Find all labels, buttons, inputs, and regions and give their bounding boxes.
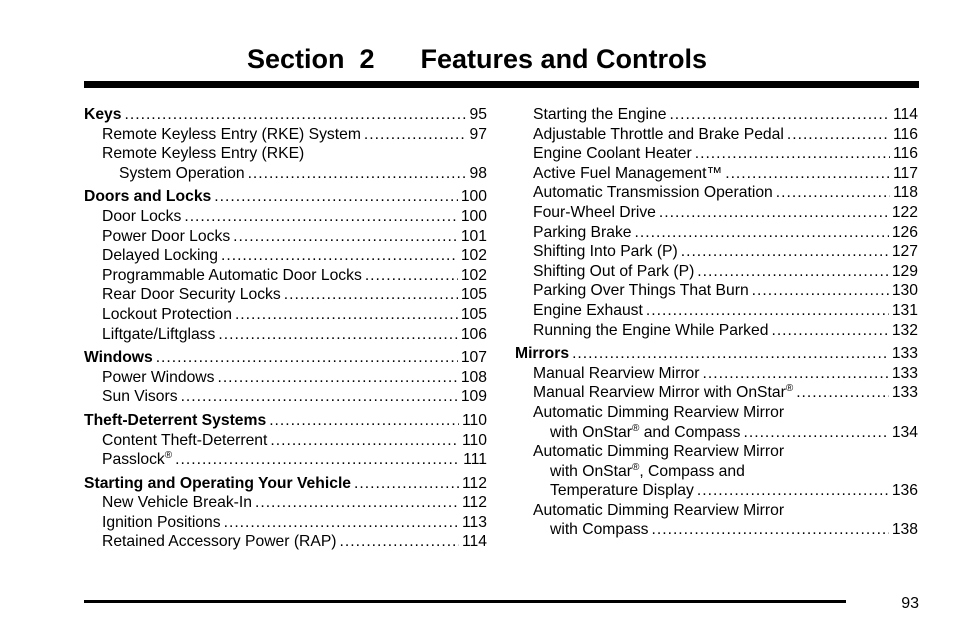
entry-page: 114 bbox=[892, 106, 918, 123]
toc-entry-auto-dim-temp[interactable] bbox=[515, 481, 918, 501]
entry-page: 114 bbox=[461, 533, 487, 551]
entry-page: 112 bbox=[461, 474, 487, 492]
toc-entry-rke-operation[interactable] bbox=[84, 164, 487, 184]
toc-entry-ignition-positions[interactable] bbox=[84, 513, 487, 533]
entry-title: Remote Keyless Entry (RKE) System bbox=[102, 125, 361, 143]
toc-entry-lockout-protection[interactable] bbox=[84, 305, 487, 325]
entry-title: Automatic Transmission Operation bbox=[533, 184, 773, 202]
entry-page: 102 bbox=[460, 266, 487, 284]
entry-title: New Vehicle Break-In bbox=[102, 494, 252, 512]
entry-page: 117 bbox=[892, 164, 918, 182]
entry-page: 107 bbox=[460, 349, 487, 367]
toc-entry-door-locks[interactable] bbox=[84, 207, 487, 227]
entry-title: Manual Rearview Mirror bbox=[533, 364, 700, 382]
entry-title: Active Fuel Management™ bbox=[533, 164, 723, 182]
toc-group-doors-locks bbox=[84, 187, 487, 344]
entry-title: Starting and Operating Your Vehicle bbox=[84, 474, 352, 492]
toc-entry-coolant-heater[interactable] bbox=[515, 144, 918, 164]
entry-page: 95 bbox=[469, 106, 487, 123]
toc-entry-keys[interactable] bbox=[84, 105, 487, 125]
toc-entry-break-in[interactable] bbox=[84, 493, 487, 513]
entry-title: with Compass bbox=[550, 521, 649, 539]
toc-group-starting bbox=[84, 474, 487, 552]
entry-page: 97 bbox=[469, 125, 487, 143]
toc-entry-throttle-brake[interactable] bbox=[515, 125, 918, 145]
entry-title: Adjustable Throttle and Brake Pedal bbox=[533, 125, 784, 143]
entry-title: Four-Wheel Drive bbox=[533, 203, 656, 221]
entry-title: Windows bbox=[84, 349, 153, 367]
toc-entry-starting-operating[interactable] bbox=[84, 474, 487, 494]
entry-page: 133 bbox=[891, 345, 918, 363]
toc-entry-content-theft[interactable] bbox=[84, 431, 487, 451]
toc-entry-manual-mirror-onstar[interactable] bbox=[515, 383, 918, 403]
entry-title: Temperature Display bbox=[550, 482, 694, 500]
entry-title: Engine Exhaust bbox=[533, 301, 643, 319]
entry-page: 110 bbox=[461, 431, 487, 449]
entry-page: 116 bbox=[892, 145, 918, 163]
toc-entry-afm[interactable] bbox=[515, 164, 918, 184]
toc-entry-rap[interactable] bbox=[84, 532, 487, 552]
toc-entry-shift-out-of-park[interactable] bbox=[515, 262, 918, 282]
entry-title: Doors and Locks bbox=[84, 188, 212, 206]
registered-mark: ® bbox=[631, 422, 640, 434]
section-header bbox=[0, 41, 954, 77]
toc-entry-auto-dim-compass[interactable] bbox=[515, 423, 918, 443]
entry-title bbox=[533, 383, 793, 403]
entry-title: Automatic Dimming Rearview Mirror bbox=[533, 501, 785, 519]
entry-title bbox=[102, 450, 172, 470]
entry-page: 129 bbox=[891, 262, 918, 280]
entry-title-text: with OnStar bbox=[550, 423, 632, 441]
toc-right-column bbox=[515, 105, 918, 540]
entry-page: 112 bbox=[461, 494, 487, 512]
toc-entry-parking-over-burn[interactable] bbox=[515, 281, 918, 301]
entry-page: 138 bbox=[891, 521, 918, 539]
toc-entry-mirrors[interactable] bbox=[515, 344, 918, 364]
entry-title: Rear Door Security Locks bbox=[102, 286, 281, 304]
entry-title: Automatic Dimming Rearview Mirror bbox=[533, 443, 785, 461]
toc-entry-auto-dim-temp-line1 bbox=[515, 442, 918, 462]
entry-page: 126 bbox=[891, 223, 918, 241]
toc-group-starting-continued bbox=[515, 105, 918, 340]
entry-page: 133 bbox=[891, 384, 918, 402]
entry-page: 122 bbox=[891, 203, 918, 221]
toc-entry-doors-and-locks[interactable] bbox=[84, 187, 487, 207]
entry-page: 111 bbox=[463, 451, 487, 469]
toc-entry-auto-dim-only-line1 bbox=[515, 501, 918, 521]
entry-title: Liftgate/Liftglass bbox=[102, 325, 216, 343]
entry-title: Mirrors bbox=[515, 345, 570, 363]
toc-entry-auto-transmission[interactable] bbox=[515, 183, 918, 203]
entry-title-text: Passlock bbox=[102, 451, 165, 469]
toc-entry-rke-operation-line1 bbox=[84, 144, 487, 164]
entry-title: Shifting Out of Park (P) bbox=[533, 262, 695, 280]
toc-entry-delayed-locking[interactable] bbox=[84, 246, 487, 266]
section-label: Section 2 bbox=[246, 44, 375, 74]
entry-title: Automatic Dimming Rearview Mirror bbox=[533, 403, 785, 421]
toc-entry-auto-dim-temp-line2 bbox=[515, 462, 918, 482]
entry-page: 132 bbox=[891, 321, 918, 339]
entry-title bbox=[550, 423, 741, 443]
entry-title: Sun Visors bbox=[102, 388, 178, 406]
entry-title bbox=[550, 462, 745, 482]
toc-entry-rke-system[interactable] bbox=[84, 125, 487, 145]
toc-entry-parking-brake[interactable] bbox=[515, 223, 918, 243]
entry-title-text: and Compass bbox=[639, 423, 741, 441]
toc-entry-four-wheel-drive[interactable] bbox=[515, 203, 918, 223]
entry-page: 108 bbox=[460, 368, 487, 386]
entry-title-text: with OnStar bbox=[550, 462, 632, 480]
entry-title: System Operation bbox=[119, 164, 245, 182]
entry-title: Parking Over Things That Burn bbox=[533, 282, 749, 300]
entry-page: 113 bbox=[461, 513, 487, 531]
entry-page: 102 bbox=[460, 247, 487, 265]
entry-page: 130 bbox=[891, 282, 918, 300]
entry-title: Shifting Into Park (P) bbox=[533, 243, 678, 261]
toc-entry-passlock[interactable] bbox=[84, 450, 487, 470]
entry-title-text: , Compass and bbox=[639, 462, 745, 480]
toc-entry-manual-mirror[interactable] bbox=[515, 364, 918, 384]
toc-left-column bbox=[84, 105, 487, 552]
entry-title: Programmable Automatic Door Locks bbox=[102, 266, 362, 284]
toc-group-keys bbox=[84, 105, 487, 183]
toc-entry-power-windows[interactable] bbox=[84, 368, 487, 388]
toc-entry-windows[interactable] bbox=[84, 348, 487, 368]
header-rule bbox=[84, 81, 919, 88]
entry-title: Parking Brake bbox=[533, 223, 632, 241]
entry-page: 136 bbox=[891, 482, 918, 500]
entry-title: Keys bbox=[84, 106, 122, 123]
toc-group-mirrors bbox=[515, 344, 918, 540]
entry-page: 110 bbox=[461, 411, 487, 429]
entry-title: Door Locks bbox=[102, 207, 182, 225]
toc-entry-running-parked[interactable] bbox=[515, 321, 918, 341]
entry-title: Power Windows bbox=[102, 368, 215, 386]
toc-entry-starting-engine[interactable] bbox=[515, 105, 918, 125]
toc-entry-rear-door-security[interactable] bbox=[84, 285, 487, 305]
entry-title: Retained Accessory Power (RAP) bbox=[102, 533, 337, 551]
entry-title-text: Manual Rearview Mirror with OnStar bbox=[533, 384, 786, 402]
entry-page: 106 bbox=[460, 325, 487, 343]
toc-entry-engine-exhaust[interactable] bbox=[515, 301, 918, 321]
entry-page: 116 bbox=[892, 125, 918, 143]
toc-entry-power-door-locks[interactable] bbox=[84, 227, 487, 247]
entry-page: 98 bbox=[469, 164, 487, 182]
entry-page: 133 bbox=[891, 364, 918, 382]
footer-rule bbox=[84, 600, 846, 603]
entry-page: 118 bbox=[892, 184, 918, 202]
entry-title: Content Theft-Deterrent bbox=[102, 431, 268, 449]
toc-group-theft bbox=[84, 411, 487, 470]
toc-entry-programmable-locks[interactable] bbox=[84, 266, 487, 286]
entry-page: 134 bbox=[891, 423, 918, 441]
registered-mark: ® bbox=[164, 450, 173, 462]
entry-title: Lockout Protection bbox=[102, 305, 232, 323]
toc-entry-auto-dim-compass-line1 bbox=[515, 403, 918, 423]
entry-page: 100 bbox=[460, 207, 487, 225]
toc-entry-liftgate[interactable] bbox=[84, 325, 487, 345]
entry-title: Ignition Positions bbox=[102, 513, 221, 531]
section-title: Features and Controls bbox=[420, 44, 708, 74]
entry-title: Delayed Locking bbox=[102, 247, 218, 265]
entry-title: Remote Keyless Entry (RKE) bbox=[102, 145, 305, 163]
entry-page: 131 bbox=[891, 301, 918, 319]
entry-page: 105 bbox=[460, 305, 487, 323]
entry-page: 109 bbox=[460, 388, 487, 406]
entry-page: 127 bbox=[891, 243, 918, 261]
entry-title: Engine Coolant Heater bbox=[533, 145, 692, 163]
toc-entry-sun-visors[interactable] bbox=[84, 387, 487, 407]
entry-page: 101 bbox=[460, 227, 487, 245]
entry-title: Power Door Locks bbox=[102, 227, 231, 245]
toc-entry-auto-dim-only[interactable] bbox=[515, 520, 918, 540]
entry-title: Theft-Deterrent Systems bbox=[84, 411, 267, 429]
toc-entry-shift-into-park[interactable] bbox=[515, 242, 918, 262]
toc-entry-theft-deterrent[interactable] bbox=[84, 411, 487, 431]
entry-title: Running the Engine While Parked bbox=[533, 321, 769, 339]
page-number: 93 bbox=[901, 595, 919, 612]
toc-group-windows bbox=[84, 348, 487, 407]
registered-mark: ® bbox=[785, 383, 794, 395]
entry-page: 105 bbox=[460, 286, 487, 304]
registered-mark: ® bbox=[631, 461, 640, 473]
entry-title: Starting the Engine bbox=[533, 106, 667, 123]
entry-page: 100 bbox=[460, 188, 487, 206]
